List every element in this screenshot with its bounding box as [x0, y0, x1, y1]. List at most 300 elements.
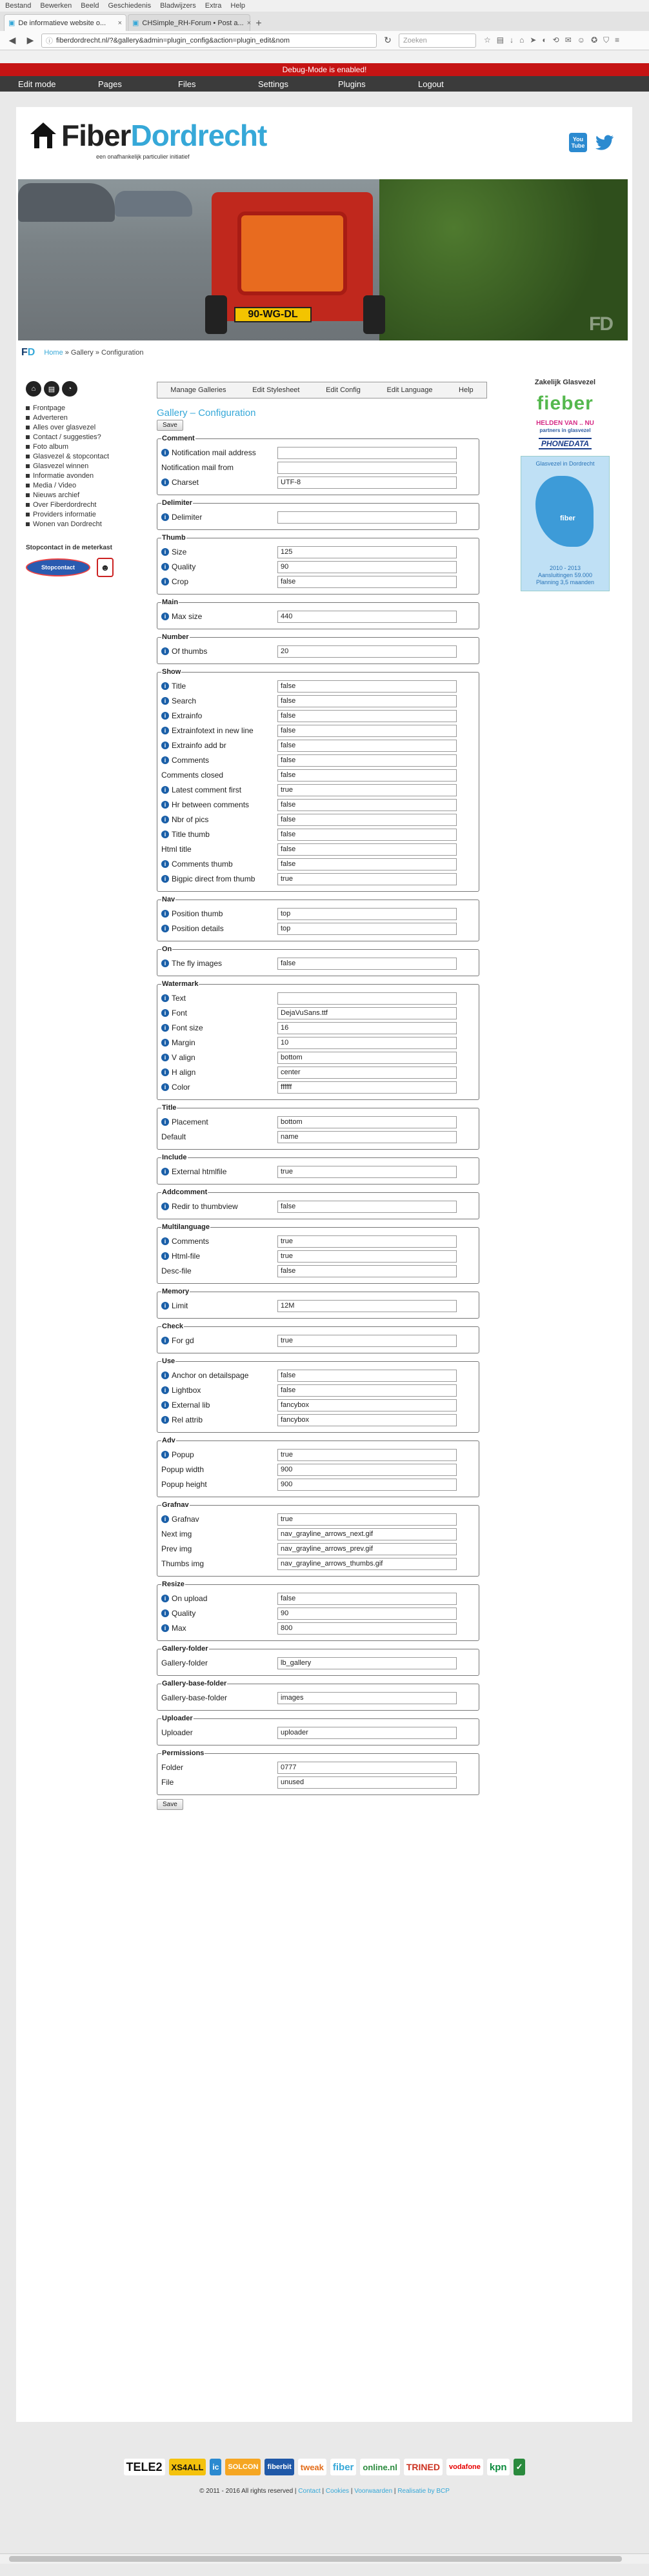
config-input[interactable]: 90: [277, 1608, 457, 1620]
download-icon[interactable]: ↓: [510, 35, 514, 44]
business-fiber-title: Zakelijk Glasvezel: [534, 379, 596, 386]
config-row: [161, 958, 475, 970]
info-icon[interactable]: i: [161, 548, 169, 556]
section-legend: Adv: [162, 1437, 175, 1444]
info-icon[interactable]: i: [161, 449, 169, 457]
submenu-manage-galleries[interactable]: Manage Galleries: [170, 386, 226, 394]
config-row: [161, 829, 475, 841]
stopcontact-logo[interactable]: Stopcontact: [26, 558, 90, 576]
config-input[interactable]: true: [277, 1335, 457, 1347]
info-icon[interactable]: i: [161, 875, 169, 883]
config-input[interactable]: 0777: [277, 1762, 457, 1774]
config-input[interactable]: false: [277, 740, 457, 752]
config-row: [161, 799, 475, 812]
page-icon[interactable]: ▤: [44, 381, 59, 397]
sidebar-nav-item[interactable]: [26, 422, 129, 432]
config-input[interactable]: 125: [277, 546, 457, 558]
slogan: een onafhankelijk particulier initiatief: [96, 153, 190, 160]
config-label-text: Gallery-folder: [161, 1658, 208, 1667]
config-input[interactable]: false: [277, 1593, 457, 1605]
sidebar-nav-label: Providers informatie: [33, 510, 96, 518]
config-row: [161, 1384, 475, 1397]
info-icon[interactable]: i: [161, 712, 169, 720]
config-input[interactable]: true: [277, 873, 457, 885]
admin-menu: [0, 76, 649, 92]
browser-menu-item[interactable]: Geschiedenis: [108, 2, 152, 10]
glasvezel-dordrecht-widget[interactable]: [521, 456, 610, 591]
sidebar-nav-item[interactable]: [26, 432, 129, 442]
config-input[interactable]: top: [277, 923, 457, 935]
config-row: [161, 784, 475, 797]
config-label: [161, 576, 277, 586]
config-section-delimiter: [157, 499, 479, 530]
sidebar-nav-item[interactable]: [26, 480, 129, 490]
config-row: [161, 1727, 475, 1740]
info-icon[interactable]: i: [161, 1054, 169, 1061]
info-icon[interactable]: i: [161, 1451, 169, 1459]
config-input[interactable]: DejaVuSans.ttf: [277, 1007, 457, 1019]
sidebar-nav-label: Informatie avonden: [33, 471, 94, 480]
chat-icon[interactable]: ☺: [577, 35, 586, 44]
config-label-text: Extrainfo: [172, 711, 203, 720]
info-icon[interactable]: i: [161, 756, 169, 764]
config-label-text: Font size: [172, 1023, 203, 1032]
bookmark-star-icon[interactable]: ☆: [484, 35, 491, 44]
twitter-icon[interactable]: [595, 135, 614, 150]
config-label: [161, 1657, 277, 1667]
config-row: [161, 1528, 475, 1541]
stopcontact-person-icon[interactable]: ☻: [97, 558, 114, 577]
partner-logo-6[interactable]: fiber: [330, 2459, 357, 2475]
info-icon[interactable]: i: [161, 1386, 169, 1394]
stopcontact-logos: [26, 558, 129, 577]
config-input[interactable]: false: [277, 1265, 457, 1277]
gvd-title: Glasvezel in Dordrecht: [535, 460, 595, 467]
admin-menu-plugins[interactable]: Plugins: [338, 79, 366, 89]
config-input[interactable]: false: [277, 814, 457, 826]
site-logo[interactable]: [29, 121, 266, 150]
config-input[interactable]: name: [277, 1131, 457, 1143]
config-input[interactable]: false: [277, 1384, 457, 1397]
config-row: [161, 695, 475, 708]
brand-dordrecht: Dordrecht: [130, 119, 267, 152]
info-icon[interactable]: i: [161, 1416, 169, 1424]
config-row: [161, 1762, 475, 1775]
config-input[interactable]: true: [277, 1449, 457, 1461]
footer-cookies-link[interactable]: Cookies: [325, 2488, 350, 2495]
config-section-adv: [157, 1437, 479, 1497]
info-icon[interactable]: i: [161, 1252, 169, 1260]
browser-menu-item[interactable]: Bladwijzers: [160, 2, 196, 10]
info-icon[interactable]: i: [161, 613, 169, 620]
config-label-text: Popup width: [161, 1465, 205, 1474]
config-section-watermark: [157, 980, 479, 1100]
helden-logo[interactable]: HELDEN VAN .. NU partners in glasvezel: [536, 420, 594, 433]
section-legend: Show: [162, 668, 181, 676]
admin-menu-logout[interactable]: Logout: [418, 79, 444, 89]
sidebar-nav-item[interactable]: [26, 403, 129, 413]
config-label: [161, 645, 277, 656]
globe-icon: ⓘ: [46, 37, 53, 45]
config-label: [161, 1007, 277, 1018]
config-input[interactable]: [277, 462, 457, 474]
sidebar-nav-label: Frontpage: [33, 404, 66, 412]
config-row: [161, 1479, 475, 1491]
header-banner: [18, 179, 628, 340]
config-input[interactable]: 10: [277, 1037, 457, 1049]
sidebar-nav-item[interactable]: [26, 471, 129, 480]
config-input[interactable]: false: [277, 754, 457, 767]
config-label-text: Limit: [172, 1301, 188, 1310]
info-icon[interactable]: i: [161, 1595, 169, 1602]
config-label: [161, 799, 277, 809]
config-row: [161, 923, 475, 936]
home-icon[interactable]: ⌂: [519, 35, 524, 44]
config-input[interactable]: fancybox: [277, 1414, 457, 1426]
config-label: [161, 1250, 277, 1261]
config-label: [161, 1067, 277, 1077]
config-input[interactable]: center: [277, 1067, 457, 1079]
partner-logo-2[interactable]: ic: [210, 2459, 221, 2475]
admin-menu-pages[interactable]: Pages: [98, 79, 122, 89]
breadcrumb-current: Configuration: [101, 349, 144, 357]
config-section-show: [157, 668, 479, 892]
config-section-gallery-base-folder: [157, 1680, 479, 1711]
rss-icon[interactable]: ◔: [62, 381, 77, 397]
sidebar-nav-item[interactable]: [26, 461, 129, 471]
send-icon[interactable]: ➤: [530, 35, 537, 44]
sync-icon[interactable]: ⟲: [552, 35, 559, 44]
tab-favicon-icon: ▣: [132, 19, 139, 27]
browser-menu-item[interactable]: Help: [230, 2, 246, 10]
info-icon[interactable]: i: [161, 682, 169, 690]
config-label-text: Default: [161, 1132, 186, 1141]
browser-search-input[interactable]: Zoeken: [399, 34, 476, 48]
info-icon[interactable]: i: [161, 925, 169, 932]
config-row: [161, 740, 475, 752]
config-input[interactable]: true: [277, 1235, 457, 1248]
browser-menu-item[interactable]: Bestand: [5, 2, 32, 10]
info-icon[interactable]: i: [161, 816, 169, 823]
config-row: [161, 1116, 475, 1129]
tab-favicon-icon: ▣: [8, 19, 15, 27]
house-logo-icon: [29, 121, 57, 150]
config-input[interactable]: 900: [277, 1479, 457, 1491]
config-label: [161, 1762, 277, 1772]
config-label-text: Extrainfo add br: [172, 741, 226, 750]
horizontal-scrollbar[interactable]: [0, 2553, 649, 2564]
partner-logo-1[interactable]: XS4ALL: [169, 2459, 206, 2475]
info-icon[interactable]: i: [161, 1372, 169, 1379]
bookmarks-icon[interactable]: ▤: [496, 35, 504, 44]
config-row: [161, 1558, 475, 1571]
info-icon[interactable]: i: [161, 1237, 169, 1245]
youtube-icon[interactable]: You Tube: [569, 133, 587, 152]
config-input[interactable]: nav_grayline_arrows_next.gif: [277, 1528, 457, 1540]
config-input[interactable]: 800: [277, 1622, 457, 1635]
config-input[interactable]: false: [277, 858, 457, 870]
browser-menu-item[interactable]: Extra: [205, 2, 222, 10]
submenu-edit-language[interactable]: Edit Language: [386, 386, 433, 394]
config-label: [161, 1116, 277, 1126]
config-label: [161, 829, 277, 839]
config-input[interactable]: ffffff: [277, 1081, 457, 1094]
save-button-top[interactable]: Save: [157, 420, 183, 431]
partner-logo-5[interactable]: tweak: [298, 2459, 326, 2475]
config-input[interactable]: unused: [277, 1776, 457, 1789]
sidebar-nav-item[interactable]: [26, 509, 129, 519]
submenu-edit-stylesheet[interactable]: Edit Stylesheet: [252, 386, 300, 394]
config-section-memory: [157, 1288, 479, 1319]
config-input[interactable]: false: [277, 710, 457, 722]
phonedata-logo[interactable]: PHONEDATA: [539, 438, 592, 449]
browser-tab[interactable]: [4, 14, 126, 31]
partner-logo-8[interactable]: TRINED: [404, 2459, 443, 2475]
config-label-text: Charset: [172, 478, 199, 487]
info-icon[interactable]: i: [161, 1302, 169, 1310]
partner-logo-11[interactable]: ✓: [514, 2459, 526, 2475]
partner-logo-9[interactable]: vodafone: [446, 2459, 483, 2475]
sidebar-nav-item[interactable]: [26, 490, 129, 500]
bullet-icon: [26, 435, 30, 439]
config-input[interactable]: lb_gallery: [277, 1657, 457, 1669]
tab-close-icon[interactable]: ×: [117, 19, 122, 27]
config-row: [161, 754, 475, 767]
info-icon[interactable]: i: [161, 727, 169, 734]
info-icon[interactable]: i: [161, 1024, 169, 1032]
config-label-text: Notification mail address: [172, 448, 256, 457]
config-row: [161, 1657, 475, 1670]
new-tab-icon[interactable]: +: [255, 18, 262, 29]
info-icon[interactable]: i: [161, 959, 169, 967]
info-icon[interactable]: i: [161, 563, 169, 571]
config-row: [161, 814, 475, 827]
config-label-text: For gd: [172, 1336, 194, 1345]
config-input[interactable]: false: [277, 829, 457, 841]
config-input[interactable]: false: [277, 576, 457, 588]
info-icon[interactable]: i: [161, 1083, 169, 1091]
info-icon[interactable]: i: [161, 994, 169, 1002]
config-input[interactable]: bottom: [277, 1116, 457, 1128]
fd-mini-logo[interactable]: FD: [21, 347, 35, 358]
dordrecht-map: [535, 476, 594, 547]
info-icon[interactable]: i: [161, 478, 169, 486]
config-row: [161, 1608, 475, 1620]
browser-menu-item[interactable]: Bewerken: [40, 2, 72, 10]
addon-icon[interactable]: ✪: [591, 35, 598, 44]
config-label-text: Lightbox: [172, 1386, 201, 1395]
info-icon[interactable]: i: [161, 513, 169, 521]
section-legend: Watermark: [162, 980, 199, 988]
config-input[interactable]: UTF-8: [277, 477, 457, 489]
config-input[interactable]: [277, 447, 457, 459]
breadcrumb-gallery[interactable]: Gallery: [70, 349, 94, 357]
config-input[interactable]: false: [277, 680, 457, 693]
config-input[interactable]: false: [277, 1370, 457, 1382]
config-label: [161, 1528, 277, 1539]
config-input[interactable]: false: [277, 1201, 457, 1213]
menu-icon[interactable]: ≡: [615, 35, 620, 44]
info-icon[interactable]: i: [161, 860, 169, 868]
section-legend: Title: [162, 1104, 177, 1112]
fieber-logo[interactable]: fieber: [537, 393, 594, 414]
config-label-text: Next img: [161, 1529, 192, 1539]
breadcrumb-home[interactable]: Home: [44, 349, 63, 357]
config-row: [161, 680, 475, 693]
info-icon[interactable]: i: [161, 578, 169, 585]
config-input[interactable]: [277, 992, 457, 1005]
admin-menu-settings[interactable]: Settings: [258, 79, 288, 89]
info-icon[interactable]: i: [161, 801, 169, 809]
info-icon[interactable]: i: [161, 1009, 169, 1017]
config-input[interactable]: true: [277, 1250, 457, 1263]
bullet-icon: [26, 416, 30, 420]
config-input[interactable]: images: [277, 1692, 457, 1704]
save-button-bottom[interactable]: Save: [157, 1799, 183, 1810]
tab-close-icon[interactable]: ×: [246, 19, 252, 27]
config-label-text: Position thumb: [172, 909, 223, 918]
config-input[interactable]: 20: [277, 645, 457, 658]
config-label-text: Bigpic direct from thumb: [172, 874, 255, 883]
bullet-icon: [26, 484, 30, 487]
config-label: [161, 1235, 277, 1246]
footer-voorwaarden-link[interactable]: Voorwaarden: [354, 2488, 393, 2495]
section-legend: Number: [162, 633, 189, 641]
config-row: [161, 645, 475, 658]
info-icon[interactable]: i: [161, 1118, 169, 1126]
mail-icon[interactable]: ✉: [564, 35, 572, 44]
config-input[interactable]: nav_grayline_arrows_prev.gif: [277, 1543, 457, 1555]
config-label: [161, 873, 277, 883]
config-input[interactable]: 900: [277, 1464, 457, 1476]
config-label: [161, 740, 277, 750]
info-icon[interactable]: i: [161, 697, 169, 705]
url-bar[interactable]: [41, 34, 377, 48]
info-icon[interactable]: i: [161, 1337, 169, 1344]
config-label: [161, 908, 277, 918]
config-label-text: Comments closed: [161, 771, 224, 780]
sidebar-nav-label: Glasvezel winnen: [33, 462, 89, 470]
pocket-icon[interactable]: ◐: [542, 35, 547, 44]
config-input[interactable]: 90: [277, 561, 457, 573]
config-label: [161, 561, 277, 571]
config-row: [161, 561, 475, 574]
partner-logo-3[interactable]: SOLCON: [225, 2459, 261, 2475]
footer-bcp-link[interactable]: Realisatie by BCP: [397, 2488, 450, 2495]
config-label-text: Redir to thumbview: [172, 1202, 238, 1211]
info-icon[interactable]: i: [161, 1401, 169, 1409]
partner-logo-7[interactable]: online.nl: [360, 2459, 399, 2475]
info-icon[interactable]: i: [161, 1203, 169, 1210]
config-label: [161, 1265, 277, 1275]
config-label-text: Folder: [161, 1763, 184, 1772]
config-input[interactable]: false: [277, 695, 457, 707]
submenu-help[interactable]: Help: [459, 386, 474, 394]
info-icon[interactable]: i: [161, 1039, 169, 1047]
config-input[interactable]: false: [277, 725, 457, 737]
config-input[interactable]: true: [277, 784, 457, 796]
partner-logo-4[interactable]: fiberbit: [265, 2459, 294, 2475]
config-input[interactable]: false: [277, 843, 457, 856]
info-icon[interactable]: i: [161, 786, 169, 794]
config-input[interactable]: 440: [277, 611, 457, 623]
config-label: [161, 1081, 277, 1092]
info-icon[interactable]: i: [161, 647, 169, 655]
config-label: [161, 1692, 277, 1702]
browser-menu-item[interactable]: Beeld: [81, 2, 99, 10]
partner-logo-0[interactable]: TELE2: [124, 2459, 165, 2475]
config-input[interactable]: false: [277, 799, 457, 811]
config-label: [161, 1558, 277, 1568]
config-input[interactable]: [277, 511, 457, 524]
config-label: [161, 1052, 277, 1062]
bullet-icon: [26, 474, 30, 478]
admin-menu-files[interactable]: Files: [178, 79, 196, 89]
config-label-text: File: [161, 1778, 174, 1787]
config-label-text: Quality: [172, 562, 196, 571]
config-label-text: Hr between comments: [172, 800, 250, 809]
info-icon[interactable]: i: [161, 910, 169, 918]
reload-icon[interactable]: ↻: [384, 35, 392, 45]
partner-logo-10[interactable]: kpn: [487, 2459, 510, 2475]
gvd-stats: 2010 - 2013 Aansluitingen 59.000 Planning 3,5 maanden: [535, 565, 595, 585]
config-input[interactable]: fancybox: [277, 1399, 457, 1411]
config-input[interactable]: nav_grayline_arrows_thumbs.gif: [277, 1558, 457, 1570]
config-input[interactable]: top: [277, 908, 457, 920]
config-input[interactable]: true: [277, 1166, 457, 1178]
info-icon[interactable]: i: [161, 1168, 169, 1175]
config-input[interactable]: true: [277, 1513, 457, 1526]
browser-menubar: [0, 0, 649, 12]
sidebar-nav-label: Adverteren: [33, 413, 68, 422]
shield-icon[interactable]: ⛉: [603, 35, 610, 44]
footer-contact-link[interactable]: Contact: [298, 2488, 321, 2495]
config-input[interactable]: 12M: [277, 1300, 457, 1312]
config-input[interactable]: 16: [277, 1022, 457, 1034]
config-section-use: [157, 1357, 479, 1433]
sidebar-nav-item[interactable]: [26, 413, 129, 422]
config-label: [161, 1449, 277, 1459]
sidebar-nav: [26, 403, 129, 529]
config-input[interactable]: bottom: [277, 1052, 457, 1064]
info-icon[interactable]: i: [161, 1624, 169, 1632]
info-icon[interactable]: i: [161, 1068, 169, 1076]
info-icon[interactable]: i: [161, 831, 169, 838]
sidebar-nav-item[interactable]: [26, 442, 129, 451]
info-icon[interactable]: i: [161, 742, 169, 749]
config-input[interactable]: false: [277, 958, 457, 970]
config-input[interactable]: false: [277, 769, 457, 782]
sidebar-nav-item[interactable]: [26, 500, 129, 509]
config-row: [161, 1166, 475, 1179]
info-icon[interactable]: i: [161, 1515, 169, 1523]
admin-menu-edit-mode[interactable]: Edit mode: [18, 79, 56, 89]
config-input[interactable]: uploader: [277, 1727, 457, 1739]
house-icon[interactable]: ⌂: [26, 381, 41, 397]
sidebar-nav-item[interactable]: [26, 451, 129, 461]
config-label: [161, 814, 277, 824]
sidebar-icons: [26, 381, 129, 397]
sidebar-nav-item[interactable]: [26, 519, 129, 529]
back-icon[interactable]: ◀: [8, 35, 16, 45]
forward-icon[interactable]: ▶: [26, 35, 34, 45]
section-legend: Gallery-base-folder: [162, 1680, 227, 1687]
config-label: [161, 992, 277, 1003]
config-row: [161, 611, 475, 624]
submenu-edit-config[interactable]: Edit Config: [326, 386, 361, 394]
info-icon[interactable]: i: [161, 1609, 169, 1617]
browser-tab[interactable]: [128, 14, 250, 31]
